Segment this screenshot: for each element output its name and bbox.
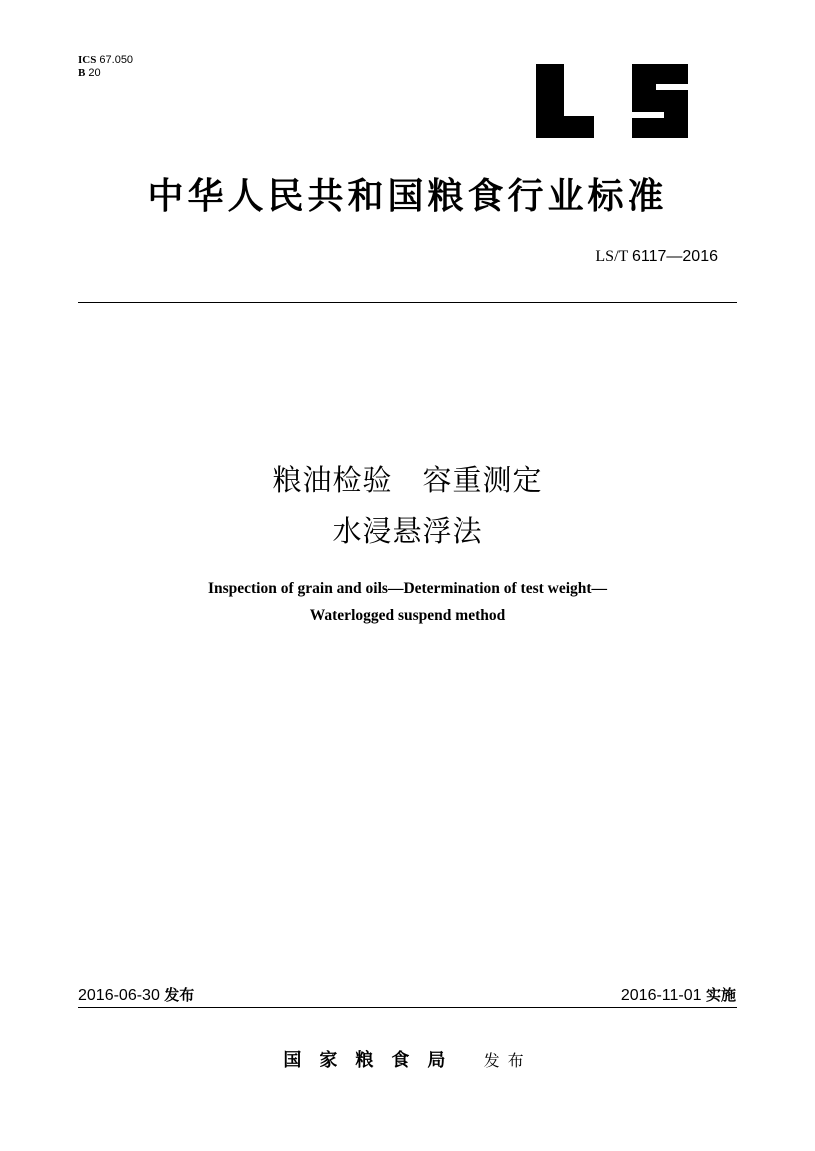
class-code: 20 xyxy=(88,67,101,79)
issue-date-label: 发布 xyxy=(164,986,195,1004)
standard-number-prefix: LS/T xyxy=(595,248,628,265)
implement-date-value: 2016-11-01 xyxy=(620,987,702,1004)
issuer-organization: 国家粮食局 xyxy=(283,1050,464,1071)
standard-number xyxy=(595,248,718,266)
header-divider xyxy=(78,302,737,303)
issue-date-value: 2016-06-30 xyxy=(78,987,160,1004)
issue-date xyxy=(78,984,194,1005)
class-line xyxy=(78,67,133,80)
cn-title-line1: 粮油检验 容重测定 xyxy=(272,463,543,497)
en-title-line1: Inspection of grain and oils—Determination of test weight— xyxy=(207,580,608,597)
en-title-line2: Waterlogged suspend method xyxy=(309,607,506,624)
cn-title-line2: 水浸悬浮法 xyxy=(332,514,483,548)
ics-code: 67.050 xyxy=(99,54,134,66)
standard-category-title: 中华人民共和国粮食行业标准 xyxy=(147,176,668,217)
class-label: B xyxy=(78,67,86,79)
implement-date-label: 实施 xyxy=(705,986,736,1004)
classification-codes xyxy=(78,54,133,80)
standard-number-value: 6117—2016 xyxy=(632,248,718,265)
ls-logo xyxy=(532,60,692,142)
implement-date xyxy=(621,984,736,1005)
issuer-action: 发布 xyxy=(483,1051,532,1070)
footer-divider xyxy=(78,1007,737,1008)
issuer xyxy=(0,1046,815,1072)
ics-label: ICS xyxy=(78,54,97,66)
ics-line xyxy=(78,54,133,67)
